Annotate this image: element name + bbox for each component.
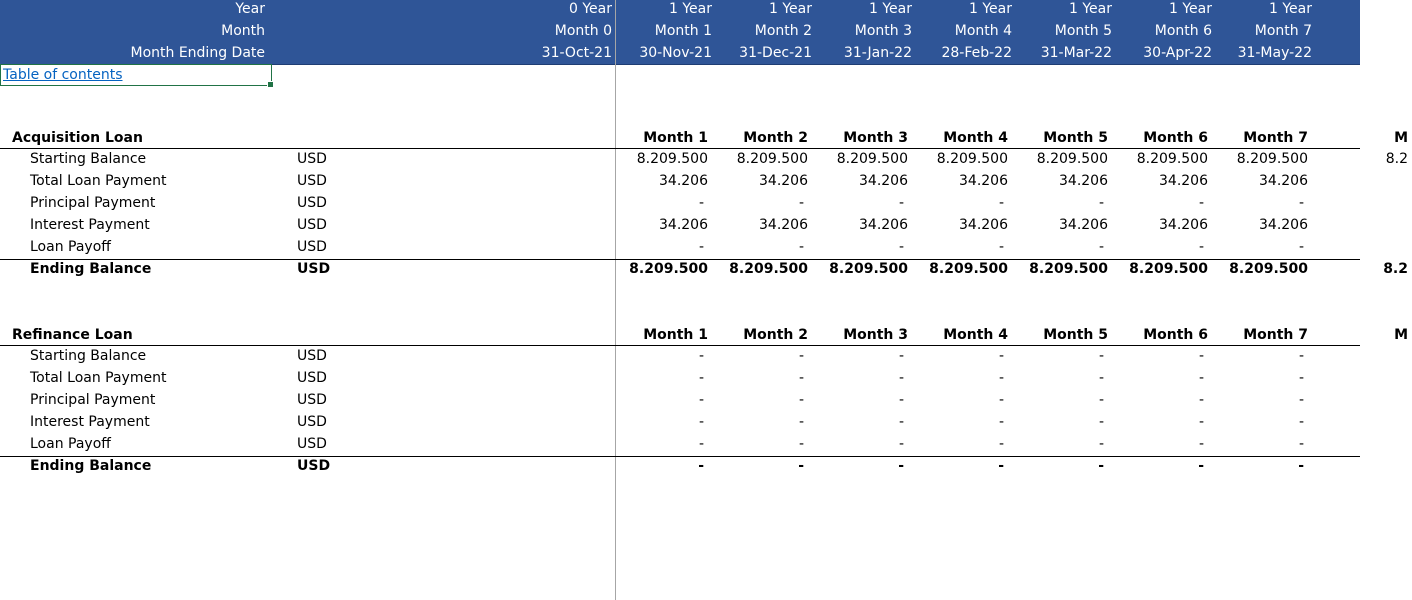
row-value-cell[interactable]: 34.206 xyxy=(759,173,808,189)
total-value-cell[interactable]: 8.209.500 xyxy=(1029,261,1108,277)
row-value-cell[interactable]: 8.209.500 xyxy=(636,151,708,167)
row-value-cell[interactable] xyxy=(1312,236,1408,258)
header-date-cell[interactable]: 30-Apr-22 xyxy=(1143,45,1212,61)
section-month-header[interactable]: M xyxy=(1394,130,1408,146)
row-value-cell[interactable]: - xyxy=(1298,348,1304,364)
total-value-cell[interactable]: - xyxy=(1098,458,1104,474)
header-label-year: Year xyxy=(235,1,265,17)
row-value-cell[interactable] xyxy=(1312,192,1408,214)
row-value-cell[interactable] xyxy=(1312,367,1408,389)
row-value-cell[interactable] xyxy=(1312,214,1408,236)
total-value-cell[interactable]: 8.209.500 xyxy=(829,261,908,277)
fill-handle[interactable] xyxy=(267,81,274,88)
row-value-cell[interactable]: 34.206 xyxy=(659,173,708,189)
header-date-cell[interactable]: 30 xyxy=(1394,45,1412,61)
row-value-cell[interactable]: - xyxy=(798,392,804,408)
section-month-header[interactable]: Month 4 xyxy=(943,130,1008,146)
total-unit[interactable]: USD xyxy=(297,458,331,474)
row-value-cell[interactable]: 8.209.500 xyxy=(836,151,908,167)
section-month-header[interactable]: Month 1 xyxy=(643,327,708,343)
header-month-cell[interactable]: Month 7 xyxy=(1254,23,1312,39)
row-value-cell[interactable]: - xyxy=(1298,370,1304,386)
row-value-cell[interactable]: - xyxy=(698,348,704,364)
row-value-cell[interactable] xyxy=(1312,170,1408,192)
section-month-header[interactable]: M xyxy=(1394,327,1408,343)
row-unit[interactable]: USD xyxy=(297,239,327,255)
row-label[interactable]: Starting Balance xyxy=(30,348,147,364)
row-value-cell[interactable]: - xyxy=(1298,195,1304,211)
row-value-cell[interactable]: - xyxy=(998,195,1004,211)
header-label-month-ending-date: Month Ending Date xyxy=(130,45,265,61)
row-value-cell[interactable] xyxy=(1312,433,1408,455)
row-value-cell[interactable]: 34.206 xyxy=(959,217,1008,233)
total-value-cell[interactable]: - xyxy=(698,458,704,474)
header-year-cell[interactable]: 1 Year xyxy=(869,1,912,17)
section-month-header[interactable]: Month 3 xyxy=(843,327,908,343)
row-value-cell[interactable]: - xyxy=(1098,436,1104,452)
row-unit[interactable]: USD xyxy=(297,414,327,430)
header-label-month: Month xyxy=(221,23,265,39)
section-month-header[interactable]: Month 6 xyxy=(1143,130,1208,146)
header-year-cell[interactable]: 1 Year xyxy=(1169,1,1212,17)
row-value-cell[interactable]: - xyxy=(1198,414,1204,430)
row-value-cell[interactable]: - xyxy=(998,348,1004,364)
row-value-cell[interactable]: 8.209.500 xyxy=(1236,151,1308,167)
row-value-cell[interactable]: - xyxy=(898,195,904,211)
header-month-cell[interactable]: Month 1 xyxy=(654,23,712,39)
total-value-cell[interactable]: 8.209.500 xyxy=(629,261,708,277)
row-value-cell[interactable]: - xyxy=(898,370,904,386)
section-month-header[interactable]: Month 7 xyxy=(1243,130,1308,146)
row-value-cell[interactable]: - xyxy=(1198,348,1204,364)
row-value-cell[interactable]: - xyxy=(1298,436,1304,452)
row-value-cell[interactable]: - xyxy=(1098,348,1104,364)
row-value-cell[interactable]: - xyxy=(1298,392,1304,408)
row-value-cell[interactable]: - xyxy=(698,392,704,408)
row-value-cell[interactable]: - xyxy=(1098,239,1104,255)
row-value-cell[interactable]: 34.206 xyxy=(859,217,908,233)
row-value-cell[interactable]: - xyxy=(898,239,904,255)
row-value-cell[interactable]: 8.209.500 xyxy=(1036,151,1108,167)
header-month-cell[interactable]: M xyxy=(1399,23,1412,39)
row-value-cell[interactable]: - xyxy=(998,239,1004,255)
row-value-cell[interactable]: 8.209.500 xyxy=(1136,151,1208,167)
total-value-cell[interactable]: - xyxy=(1298,458,1304,474)
row-value-cell[interactable]: - xyxy=(1198,392,1204,408)
header-month0-month[interactable]: Month 0 xyxy=(554,23,612,39)
row-value-cell[interactable]: - xyxy=(1098,392,1104,408)
total-value-cell[interactable]: - xyxy=(998,458,1004,474)
row-value-cell[interactable]: 34.206 xyxy=(1159,173,1208,189)
header-month0-year[interactable]: 0 Year xyxy=(569,1,612,17)
header-year-cell[interactable]: 1 Year xyxy=(669,1,712,17)
row-label[interactable]: Loan Payoff xyxy=(30,436,111,452)
section-month-header[interactable]: Month 7 xyxy=(1243,327,1308,343)
row-value-cell[interactable]: - xyxy=(798,195,804,211)
header-month-cell[interactable]: Month 5 xyxy=(1054,23,1112,39)
column-divider xyxy=(615,0,616,600)
row-unit[interactable]: USD xyxy=(297,195,327,211)
header-date-cell[interactable]: 30-Nov-21 xyxy=(639,45,712,61)
header-year-cell[interactable] xyxy=(1316,0,1412,20)
row-value-cell[interactable] xyxy=(1312,411,1408,433)
total-value-cell[interactable]: 8.209.500 xyxy=(1129,261,1208,277)
row-value-cell[interactable]: - xyxy=(1298,239,1304,255)
section-title[interactable]: Acquisition Loan xyxy=(12,130,143,146)
row-value-cell[interactable]: - xyxy=(698,414,704,430)
row-value-cell[interactable]: - xyxy=(898,414,904,430)
total-unit[interactable]: USD xyxy=(297,261,331,277)
row-unit[interactable]: USD xyxy=(297,348,327,364)
header-year-cell[interactable]: 1 Year xyxy=(1269,1,1312,17)
section-month-header[interactable]: Month 3 xyxy=(843,130,908,146)
row-value-cell[interactable]: - xyxy=(1098,414,1104,430)
header-month-cell[interactable]: Month 6 xyxy=(1154,23,1212,39)
header-month0-date[interactable]: 31-Oct-21 xyxy=(541,45,612,61)
row-value-cell[interactable]: - xyxy=(1098,370,1104,386)
timeline-header xyxy=(0,0,1412,65)
row-label[interactable]: Interest Payment xyxy=(30,217,150,233)
row-unit[interactable]: USD xyxy=(297,217,327,233)
row-value-cell[interactable]: - xyxy=(698,370,704,386)
row-value-cell[interactable]: - xyxy=(1198,239,1204,255)
header-month-cell[interactable]: Month 3 xyxy=(854,23,912,39)
row-value-cell[interactable]: 34.206 xyxy=(759,217,808,233)
row-unit[interactable]: USD xyxy=(297,392,327,408)
section-month-header[interactable]: Month 2 xyxy=(743,327,808,343)
row-value-cell[interactable]: - xyxy=(998,392,1004,408)
total-value-cell[interactable]: 8.209.500 xyxy=(1229,261,1308,277)
row-value-cell[interactable]: - xyxy=(998,436,1004,452)
total-value-cell[interactable]: 8.2 xyxy=(1383,261,1408,277)
row-value-cell[interactable]: - xyxy=(798,239,804,255)
header-year-cell[interactable]: 1 Year xyxy=(1069,1,1112,17)
row-value-cell[interactable]: 34.206 xyxy=(659,217,708,233)
row-value-cell[interactable]: 8.209.500 xyxy=(936,151,1008,167)
section-month-header[interactable]: Month 5 xyxy=(1043,327,1108,343)
header-year-cell[interactable]: 1 Year xyxy=(769,1,812,17)
row-label[interactable]: Principal Payment xyxy=(30,195,156,211)
section-month-header[interactable]: Month 4 xyxy=(943,327,1008,343)
row-value-cell[interactable]: 8.209.500 xyxy=(736,151,808,167)
row-value-cell[interactable]: - xyxy=(998,370,1004,386)
row-label[interactable]: Starting Balance xyxy=(30,151,147,167)
row-label[interactable]: Loan Payoff xyxy=(30,239,111,255)
row-value-cell[interactable]: 34.206 xyxy=(959,173,1008,189)
row-value-cell[interactable]: 34.206 xyxy=(1259,173,1308,189)
section-title[interactable]: Refinance Loan xyxy=(12,327,133,343)
row-value-cell[interactable]: 34.206 xyxy=(1059,173,1108,189)
row-value-cell[interactable]: - xyxy=(698,239,704,255)
row-unit[interactable]: USD xyxy=(297,173,327,189)
header-month-cell[interactable]: Month 2 xyxy=(754,23,812,39)
row-value-cell[interactable]: 34.206 xyxy=(1059,217,1108,233)
row-value-cell[interactable]: - xyxy=(898,436,904,452)
total-value-cell[interactable]: - xyxy=(798,458,804,474)
row-value-cell[interactable]: - xyxy=(798,436,804,452)
header-date-cell[interactable]: 31-Dec-21 xyxy=(739,45,812,61)
row-value-cell[interactable]: 34.206 xyxy=(1159,217,1208,233)
row-value-cell[interactable]: 8.2 xyxy=(1385,151,1408,167)
total-value-cell[interactable]: 8.209.500 xyxy=(929,261,1008,277)
row-value-cell[interactable]: - xyxy=(798,370,804,386)
row-value-cell[interactable]: 34.206 xyxy=(859,173,908,189)
section-month-header[interactable]: Month 5 xyxy=(1043,130,1108,146)
row-value-cell[interactable]: - xyxy=(1098,195,1104,211)
header-date-cell[interactable]: 31-Mar-22 xyxy=(1040,45,1112,61)
header-year-cell[interactable]: 1 Year xyxy=(969,1,1012,17)
total-value-cell[interactable] xyxy=(1312,455,1408,477)
total-value-cell[interactable]: - xyxy=(898,458,904,474)
row-unit[interactable]: USD xyxy=(297,370,327,386)
total-label[interactable]: Ending Balance xyxy=(30,458,152,474)
row-value-cell[interactable]: - xyxy=(698,436,704,452)
section-month-header[interactable]: Month 1 xyxy=(643,130,708,146)
row-value-cell[interactable]: - xyxy=(1198,436,1204,452)
section-month-header[interactable]: Month 2 xyxy=(743,130,808,146)
row-value-cell[interactable] xyxy=(1312,389,1408,411)
row-label[interactable]: Interest Payment xyxy=(30,414,150,430)
row-value-cell[interactable]: - xyxy=(1198,370,1204,386)
header-month-cell[interactable]: Month 4 xyxy=(954,23,1012,39)
row-value-cell[interactable]: - xyxy=(898,348,904,364)
row-value-cell[interactable]: - xyxy=(798,414,804,430)
row-value-cell[interactable]: - xyxy=(1298,414,1304,430)
row-label[interactable]: Total Loan Payment xyxy=(30,173,167,189)
header-date-cell[interactable]: 31-Jan-22 xyxy=(843,45,912,61)
header-date-cell[interactable]: 28-Feb-22 xyxy=(941,45,1012,61)
header-date-cell[interactable]: 31-May-22 xyxy=(1237,45,1312,61)
row-value-cell[interactable]: - xyxy=(698,195,704,211)
row-value-cell[interactable]: - xyxy=(998,414,1004,430)
row-unit[interactable]: USD xyxy=(297,436,327,452)
total-value-cell[interactable]: - xyxy=(1198,458,1204,474)
row-value-cell[interactable]: - xyxy=(898,392,904,408)
row-label[interactable]: Principal Payment xyxy=(30,392,156,408)
total-value-cell[interactable]: 8.209.500 xyxy=(729,261,808,277)
row-value-cell[interactable]: 34.206 xyxy=(1259,217,1308,233)
row-value-cell[interactable]: - xyxy=(1198,195,1204,211)
table-of-contents-link[interactable]: Table of contents xyxy=(3,67,123,83)
row-value-cell[interactable]: - xyxy=(798,348,804,364)
row-value-cell[interactable] xyxy=(1312,345,1408,367)
section-month-header[interactable]: Month 6 xyxy=(1143,327,1208,343)
total-label[interactable]: Ending Balance xyxy=(30,261,152,277)
row-unit[interactable]: USD xyxy=(297,151,327,167)
row-label[interactable]: Total Loan Payment xyxy=(30,370,167,386)
